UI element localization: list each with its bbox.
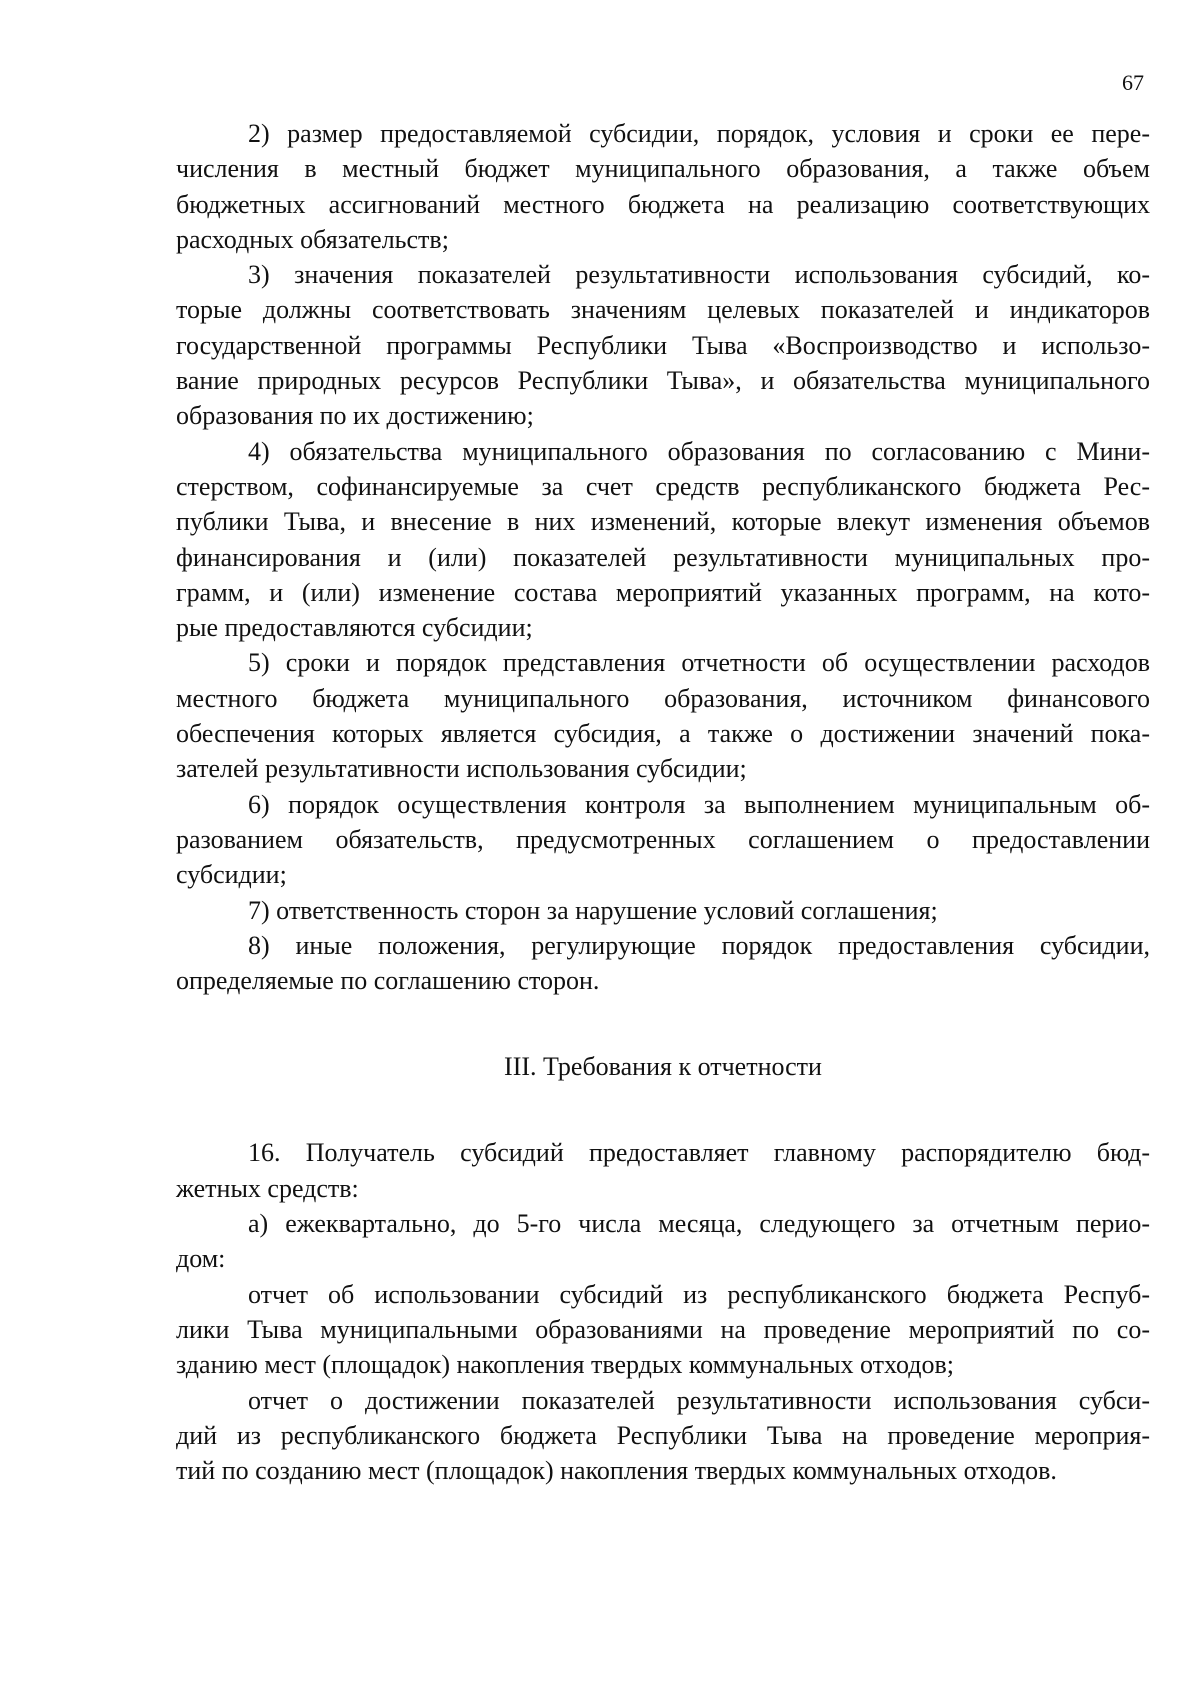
paragraph-line: вание природных ресурсов Республики Тыва», и обязательства муниципального [176, 366, 1150, 396]
list-after-heading [176, 1135, 1150, 1488]
paragraph-item-7 [176, 893, 1150, 928]
paragraph-line: а) ежеквартально, до 5-го числа месяца, следующего за отчетным перио- [248, 1209, 1150, 1239]
list-before-heading [176, 116, 1150, 998]
paragraph-line: числения в местный бюджет муниципального образования, а также объем [176, 154, 1150, 184]
paragraph-item-8 [176, 928, 1150, 999]
paragraph-line: 3) значения показателей результативности использования субсидий, ко- [248, 260, 1150, 290]
paragraph-line: местного бюджета муниципального образования, источником финансового [176, 683, 1150, 713]
paragraph-line: зателей результативности использования субсидии; [176, 754, 747, 784]
paragraph-line: бюджетных ассигнований местного бюджета на реализацию соответствующих [176, 189, 1150, 219]
paragraph-report-indicators [176, 1383, 1150, 1489]
section-heading: III. Требования к отчетности [504, 1052, 822, 1082]
paragraph-line: стерством, софинансируемые за счет средств республиканского бюджета Рес- [176, 471, 1150, 501]
paragraph-line: жетных средств: [176, 1173, 359, 1203]
paragraph-line: 5) сроки и порядок представления отчетности об осуществлении расходов [248, 648, 1150, 678]
paragraph-line: 4) обязательства муниципального образования по согласованию с Мини- [248, 436, 1150, 466]
document-body [176, 116, 1150, 1488]
paragraph-line: отчет об использовании субсидий из республиканского бюджета Респуб- [248, 1279, 1150, 1309]
paragraph-subclause-a [176, 1206, 1150, 1277]
paragraph-line: государственной программы Республики Тыва «Воспроизводство и использо- [176, 330, 1150, 360]
paragraph-item-5 [176, 645, 1150, 786]
paragraph-clause-16 [176, 1135, 1150, 1206]
page-number: 67 [1122, 70, 1144, 95]
paragraph-line: 6) порядок осуществления контроля за выполнением муниципальным об- [248, 789, 1150, 819]
paragraph-line: торые должны соответствовать значениям целевых показателей и индикаторов [176, 295, 1150, 325]
paragraph-line: расходных обязательств; [176, 224, 449, 254]
paragraph-report-usage [176, 1277, 1150, 1383]
paragraph-line: образования по их достижению; [176, 401, 534, 431]
paragraph-line: 16. Получатель субсидий предоставляет главному распорядителю бюд- [248, 1138, 1150, 1168]
paragraph-line: финансирования и (или) показателей результативности муниципальных про- [176, 542, 1150, 572]
paragraph-line: 2) размер предоставляемой субсидии, порядок, условия и сроки ее пере- [248, 119, 1150, 148]
paragraph-item-4 [176, 434, 1150, 646]
paragraph-line: тий по созданию мест (площадок) накопления твердых коммунальных отходов. [176, 1456, 1057, 1486]
paragraph-line: дий из республиканского бюджета Республики Тыва на проведение мероприя- [176, 1420, 1150, 1450]
paragraph-line: определяемые по соглашению сторон. [176, 966, 600, 996]
paragraph-line: грамм, и (или) изменение состава мероприятий указанных программ, на кото- [176, 577, 1150, 607]
paragraph-item-6 [176, 787, 1150, 893]
paragraph-line: 8) иные положения, регулирующие порядок предоставления субсидии, [248, 930, 1150, 960]
paragraph-line: дом: [176, 1244, 226, 1274]
paragraph-item-3 [176, 257, 1150, 433]
paragraph-line: лики Тыва муниципальными образованиями на проведение мероприятий по со- [176, 1314, 1150, 1344]
paragraph-line: 7) ответственность сторон за нарушение условий соглашения; [248, 895, 938, 925]
paragraph-line: зданию мест (площадок) накопления твердых коммунальных отходов; [176, 1350, 954, 1380]
paragraph-item-2 [176, 116, 1150, 257]
paragraph-line: публики Тыва, и внесение в них изменений, которые влекут изменения объемов [176, 507, 1150, 537]
paragraph-line: отчет о достижении показателей результативности использования субси- [248, 1385, 1150, 1415]
paragraph-line: разованием обязательств, предусмотренных соглашением о предоставлении [176, 824, 1150, 854]
paragraph-line: обеспечения которых является субсидия, а также о достижении значений пока- [176, 719, 1150, 749]
paragraph-line: рые предоставляются субсидии; [176, 613, 533, 643]
paragraph-line: субсидии; [176, 860, 287, 890]
